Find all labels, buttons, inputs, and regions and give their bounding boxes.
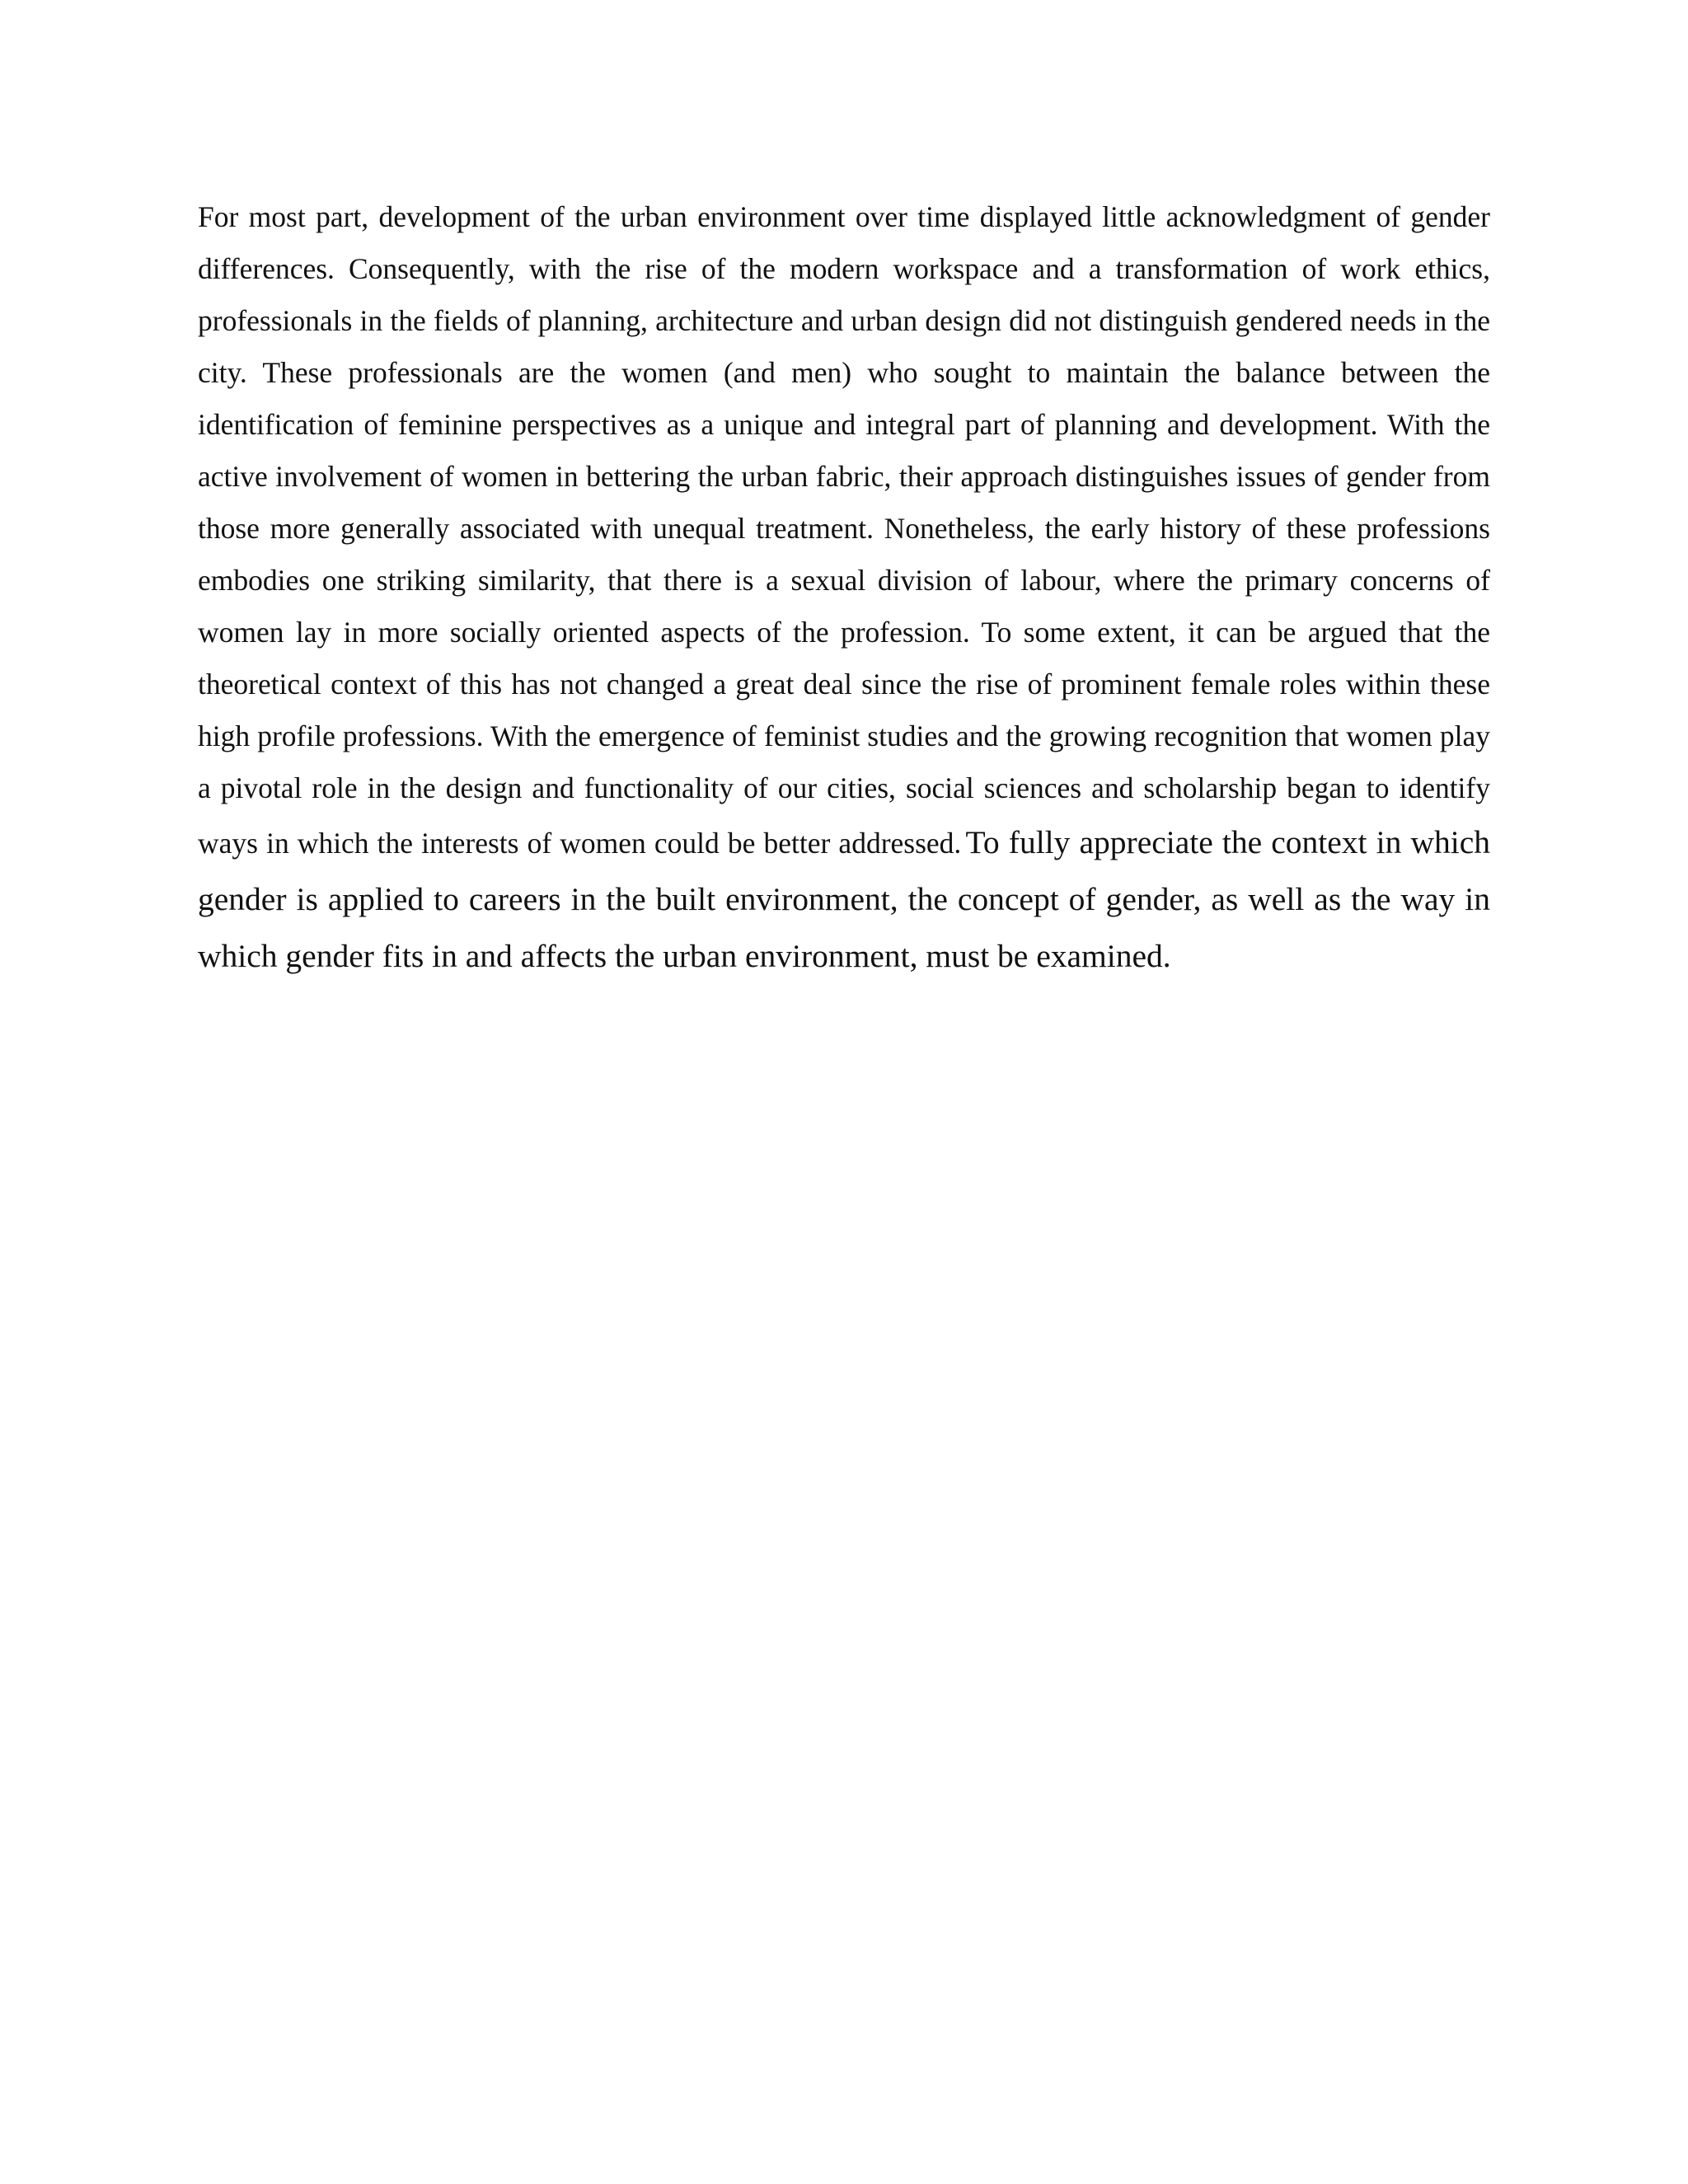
paragraph-text-part2: To fully appreciate the context in which gender is applied to careers in the built environment, the concept of gender, as well as the way in which gender fits in and affects the urban environment, must be examined. xyxy=(198,824,1491,974)
body-paragraph xyxy=(198,191,1490,985)
paragraph-text-part1: For most part, development of the urban environment over time displayed little acknowledgment of gender differences. Consequently, with the rise of the modern workspace and a transformation of work ethics, professionals in the fields of planning, architecture and urban design did not distinguish gendered needs in the city. These professionals are the women (and men) who sought to maintain the balance between the identification of feminine perspectives as a unique and integral part of planning and development. With the active involvement of women in bettering the urban fabric, their approach distinguishes issues of gender from those more generally associated with unequal treatment. Nonetheless, the early history of these professions embodies one striking similarity, that there is a sexual division of labour, where the primary concerns of women lay in more socially oriented aspects of the profession. To some extent, it can be argued that the theoretical context of this has not changed a great deal since the rise of prominent female roles within these high profile professions. With the emergence of feminist studies and the growing recognition that women play a pivotal role in the design and functionality of our cities, social sciences and scholarship began to identify ways in which the interests of women could be better addressed. xyxy=(198,200,1490,860)
